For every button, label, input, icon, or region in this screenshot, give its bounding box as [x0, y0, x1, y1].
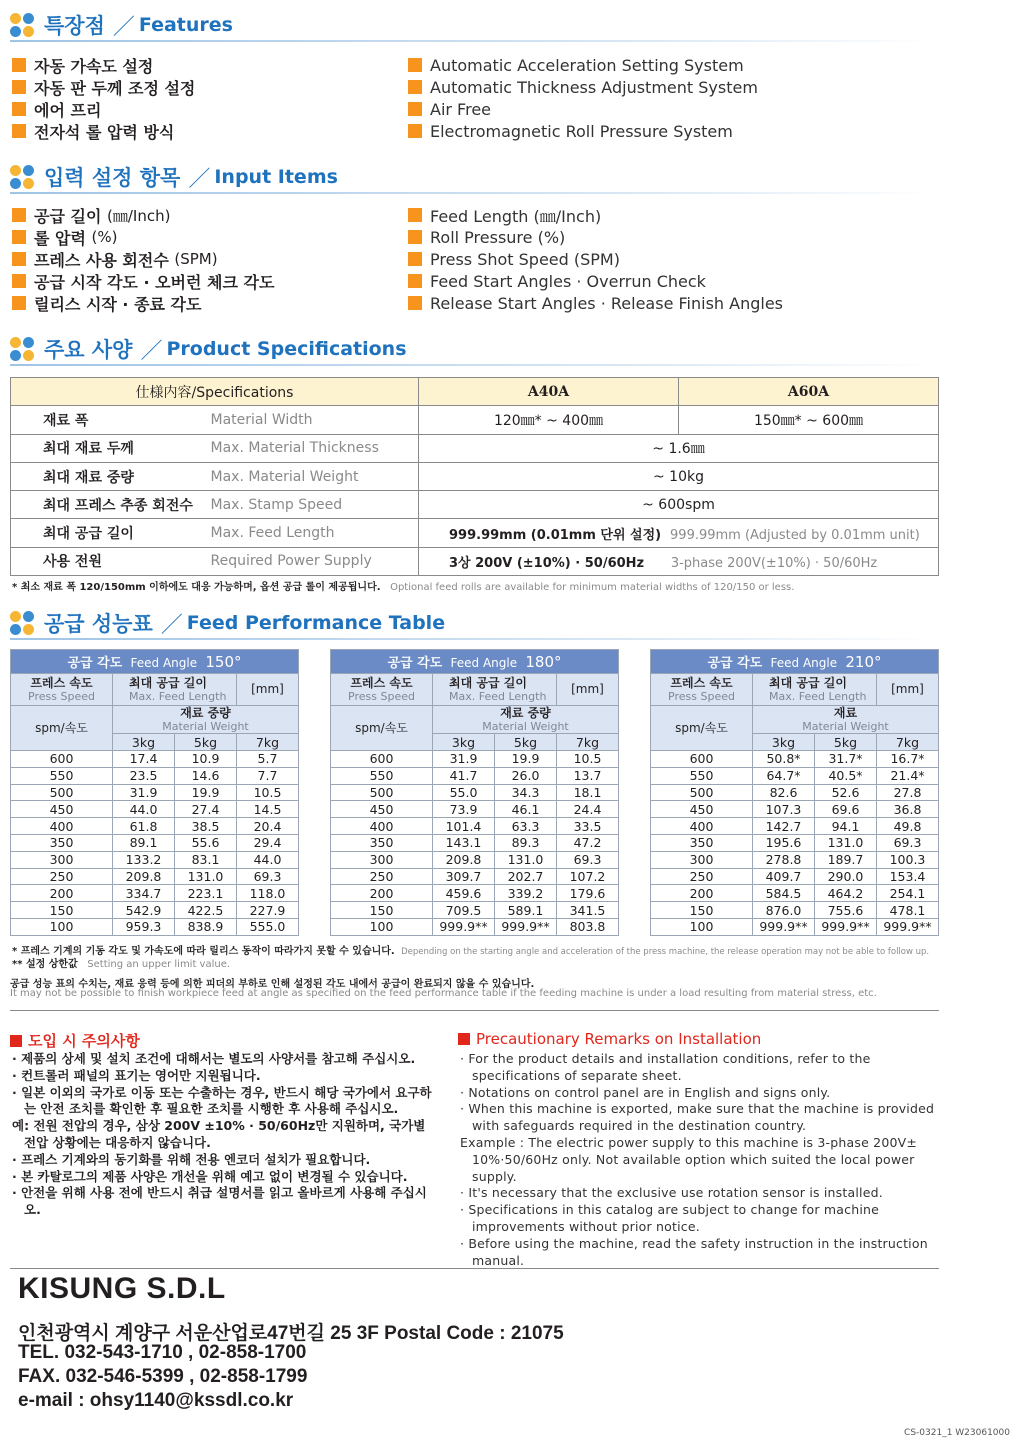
- spec-heading: 주요 사양 ／ Product Specifications: [10, 332, 940, 366]
- value-cell: 82.6: [753, 784, 815, 801]
- table-row: [11, 767, 299, 784]
- value-cell: 23.5: [113, 767, 175, 784]
- value-cell: 50.8*: [753, 751, 815, 768]
- speed-cell: 150: [11, 902, 113, 919]
- speed-cell: 300: [11, 851, 113, 868]
- material-weight-header: 재료 중량 Material Weight: [113, 706, 299, 734]
- value-cell: 69.3: [877, 834, 939, 851]
- value-cell: 69.6: [815, 801, 877, 818]
- list-item: · When this machine is exported, make sure that the machine is provided with safeguards required in the destination country.: [460, 1101, 935, 1134]
- precaution-en-list: [460, 1051, 940, 1269]
- table-row: [651, 767, 939, 784]
- value-cell: 27.4: [175, 801, 237, 818]
- speed-cell: 200: [331, 885, 433, 902]
- value-cell: 179.6: [557, 885, 619, 902]
- table-row: [11, 885, 299, 902]
- weight-col-header: 3kg: [753, 734, 815, 751]
- speed-cell: 300: [331, 851, 433, 868]
- value-cell: 14.6: [175, 767, 237, 784]
- speed-cell: 250: [651, 868, 753, 885]
- table-row: [651, 885, 939, 902]
- speed-cell: 250: [331, 868, 433, 885]
- value-cell: 49.8: [877, 818, 939, 835]
- value-cell: 52.6: [815, 784, 877, 801]
- features-en-list: [408, 54, 758, 142]
- features-heading: 특장점 ／ Features: [10, 8, 940, 42]
- speed-cell: 300: [651, 851, 753, 868]
- value-cell: 55.6: [175, 834, 237, 851]
- precaution-title-ko: 도입 시 주의사항: [10, 1030, 140, 1051]
- list-item: · Notations on control panel are in English and signs only.: [460, 1084, 831, 1100]
- value-cell: 83.1: [175, 851, 237, 868]
- feed-angle-header: 공급 각도 Feed Angle 210°: [651, 650, 939, 674]
- feed-note-2: ** 설정 상한값 Setting an upper limit value.: [12, 959, 231, 970]
- features-ko-list: [12, 54, 195, 142]
- list-item: · 컨트롤러 패널의 표기는 영어만 지원됩니다.: [12, 1067, 261, 1083]
- value-cell: 131.0: [175, 868, 237, 885]
- value-cell: 13.7: [557, 767, 619, 784]
- list-item: · 프레스 기계와의 동기화를 위해 전용 엔코더 설치가 필요합니다.: [12, 1151, 371, 1167]
- value-cell: 24.4: [557, 801, 619, 818]
- value-cell: 34.3: [495, 784, 557, 801]
- speed-cell: 500: [651, 784, 753, 801]
- value-cell: 44.0: [237, 851, 299, 868]
- value-cell: 89.1: [113, 834, 175, 851]
- speed-cell: 600: [11, 751, 113, 768]
- feed-angle-header: 공급 각도 Feed Angle 150°: [11, 650, 299, 674]
- list-item: Feed Length (㎜/Inch): [408, 204, 783, 226]
- speed-cell: 350: [331, 834, 433, 851]
- value-cell: 131.0: [815, 834, 877, 851]
- feed-heading: 공급 성능표 ／ Feed Performance Table: [10, 606, 940, 640]
- company-name: KISUNG S.D.L: [18, 1272, 226, 1305]
- value-cell: 254.1: [877, 885, 939, 902]
- table-row: [651, 784, 939, 801]
- speed-cell: 350: [651, 834, 753, 851]
- table-row: 재료 폭 Material Width 120㎜* ~ 400㎜ 150㎜* ~ 600㎜: [11, 406, 939, 434]
- table-row: [651, 751, 939, 768]
- company-tel: TEL. 032-543-1710 , 02-858-1700: [18, 1342, 307, 1363]
- table-row: [11, 784, 299, 801]
- list-item: · 일본 이외의 국가로 이동 또는 수출하는 경우, 반드시 해당 국가에서 요구하는 안전 조치를 확인한 후 필요한 조치를 시행한 후 사용해 주십시오.: [12, 1084, 432, 1117]
- table-row: [11, 834, 299, 851]
- spec-header-a60a: A60A: [679, 378, 939, 406]
- table-row: [11, 801, 299, 818]
- speed-cell: 550: [331, 767, 433, 784]
- divider: [10, 1268, 939, 1269]
- value-cell: 838.9: [175, 918, 237, 935]
- value-cell: 153.4: [877, 868, 939, 885]
- table-row: [331, 851, 619, 868]
- value-cell: 999.9**: [753, 918, 815, 935]
- table-row: [11, 851, 299, 868]
- value-cell: 94.1: [815, 818, 877, 835]
- weight-col-header: 7kg: [877, 734, 939, 751]
- list-item: 공급 길이 (㎜/Inch): [12, 204, 274, 226]
- value-cell: 107.3: [753, 801, 815, 818]
- value-cell: 202.7: [495, 868, 557, 885]
- value-cell: 309.7: [433, 868, 495, 885]
- company-address: 인천광역시 계양구 서운산업로47번길 25 3F Postal Code : 21075: [18, 1323, 564, 1344]
- table-row: [651, 818, 939, 835]
- spm-label: spm/속도: [651, 706, 753, 751]
- speed-cell: 200: [11, 885, 113, 902]
- list-item: Automatic Thickness Adjustment System: [408, 76, 758, 98]
- value-cell: 999.9**: [815, 918, 877, 935]
- table-row: 최대 공급 길이 Max. Feed Length 999.99mm (0.01mm 단위 설정) 999.99mm (Adjusted by 0.01mm unit): [11, 519, 939, 547]
- value-cell: 555.0: [237, 918, 299, 935]
- table-row: 사용 전원 Required Power Supply 3상 200V (±10%) · 50/60Hz 3-phase 200V(±10%) · 50/60Hz: [11, 547, 939, 575]
- value-cell: 31.9: [113, 784, 175, 801]
- value-cell: 69.3: [237, 868, 299, 885]
- value-cell: 278.8: [753, 851, 815, 868]
- table-row: [651, 918, 939, 935]
- value-cell: 31.9: [433, 751, 495, 768]
- spec-header-a40a: A40A: [419, 378, 679, 406]
- list-item: 자동 가속도 설정: [12, 54, 195, 76]
- table-row: [331, 918, 619, 935]
- table-row: [331, 818, 619, 835]
- speed-cell: 100: [11, 918, 113, 935]
- value-cell: 40.5*: [815, 767, 877, 784]
- value-cell: 17.4: [113, 751, 175, 768]
- list-item: Roll Pressure (%): [408, 226, 783, 248]
- list-item: · For the product details and installation conditions, refer to the specifications of separate sheet.: [460, 1051, 871, 1083]
- spec-note: * 최소 재료 폭 120/150mm 이하에도 대응 가능하며, 옵션 공급 롤이 제공됩니다. Optional feed rolls are available for minimum material widths of 120/150 or less.: [12, 582, 795, 593]
- value-cell: 10.9: [175, 751, 237, 768]
- value-cell: 133.2: [113, 851, 175, 868]
- dots-icon: [10, 336, 36, 362]
- value-cell: 478.1: [877, 902, 939, 919]
- press-speed-header: 프레스 속도 Press Speed: [331, 674, 433, 706]
- value-cell: 464.2: [815, 885, 877, 902]
- value-cell: 227.9: [237, 902, 299, 919]
- value-cell: 38.5: [175, 818, 237, 835]
- value-cell: 341.5: [557, 902, 619, 919]
- speed-cell: 100: [651, 918, 753, 935]
- speed-cell: 450: [651, 801, 753, 818]
- list-item: 자동 판 두께 조정 설정: [12, 76, 195, 98]
- table-row: [331, 784, 619, 801]
- list-item: Electromagnetic Roll Pressure System: [408, 120, 758, 142]
- value-cell: 959.3: [113, 918, 175, 935]
- value-cell: 118.0: [237, 885, 299, 902]
- press-speed-header: 프레스 속도 Press Speed: [651, 674, 753, 706]
- speed-cell: 400: [331, 818, 433, 835]
- weight-col-header: 5kg: [495, 734, 557, 751]
- unit-label: [mm]: [877, 674, 939, 706]
- feed-length-header: 최대 공급 길이 Max. Feed Length: [753, 674, 877, 706]
- value-cell: 755.6: [815, 902, 877, 919]
- value-cell: 64.7*: [753, 767, 815, 784]
- value-cell: 10.5: [237, 784, 299, 801]
- value-cell: 5.7: [237, 751, 299, 768]
- speed-cell: 550: [11, 767, 113, 784]
- value-cell: 999.9**: [495, 918, 557, 935]
- value-cell: 27.8: [877, 784, 939, 801]
- feed-length-header: 최대 공급 길이 Max. Feed Length: [433, 674, 557, 706]
- company-fax: FAX. 032-546-5399 , 02-858-1799: [18, 1366, 308, 1387]
- value-cell: 18.1: [557, 784, 619, 801]
- weight-col-header: 5kg: [815, 734, 877, 751]
- table-row: [11, 818, 299, 835]
- material-weight-header: 재료 중량 Material Weight: [433, 706, 619, 734]
- value-cell: 290.0: [815, 868, 877, 885]
- weight-col-header: 7kg: [557, 734, 619, 751]
- value-cell: 73.9: [433, 801, 495, 818]
- speed-cell: 550: [651, 767, 753, 784]
- input-en-list: [408, 204, 783, 314]
- list-item: 예: 전원 전압의 경우, 삼상 200V ±10% · 50/60Hz만 지원하며, 국가별 전압 상황에는 대응하지 않습니다.: [12, 1118, 426, 1150]
- speed-cell: 350: [11, 834, 113, 851]
- value-cell: 409.7: [753, 868, 815, 885]
- value-cell: 33.5: [557, 818, 619, 835]
- table-row: [331, 902, 619, 919]
- list-item: · It's necessary that the exclusive use rotation sensor is installed.: [460, 1185, 883, 1201]
- table-row: 최대 프레스 추종 회전수 Max. Stamp Speed ~ 600spm: [11, 491, 939, 519]
- speed-cell: 150: [331, 902, 433, 919]
- table-row: [651, 851, 939, 868]
- value-cell: 47.2: [557, 834, 619, 851]
- feed-table-2: [650, 649, 939, 936]
- value-cell: 29.4: [237, 834, 299, 851]
- value-cell: 422.5: [175, 902, 237, 919]
- list-item: · Before using the machine, read the safety instruction in the instruction manual.: [460, 1235, 928, 1268]
- table-row: [331, 834, 619, 851]
- list-item: · 안전을 위해 사용 전에 반드시 취급 설명서를 읽고 올바르게 사용해 주십시오.: [12, 1185, 427, 1218]
- precaution-title-en: Precautionary Remarks on Installation: [458, 1030, 761, 1048]
- value-cell: 999.9**: [433, 918, 495, 935]
- list-item: Example : The electric power supply to this machine is 3-phase 200V± 10%·50/60Hz only. Not available option which suited the local power supply.: [460, 1134, 918, 1184]
- speed-cell: 100: [331, 918, 433, 935]
- table-row: [11, 868, 299, 885]
- value-cell: 61.8: [113, 818, 175, 835]
- speed-cell: 450: [11, 801, 113, 818]
- value-cell: 100.3: [877, 851, 939, 868]
- value-cell: 36.8: [877, 801, 939, 818]
- speed-cell: 250: [11, 868, 113, 885]
- value-cell: 107.2: [557, 868, 619, 885]
- list-item: 롤 압력 (%): [12, 226, 274, 248]
- table-row: [11, 902, 299, 919]
- value-cell: 16.7*: [877, 751, 939, 768]
- list-item: Release Start Angles · Release Finish Angles: [408, 292, 783, 314]
- value-cell: 41.7: [433, 767, 495, 784]
- press-speed-header: 프레스 속도 Press Speed: [11, 674, 113, 706]
- speed-cell: 600: [331, 751, 433, 768]
- speed-cell: 600: [651, 751, 753, 768]
- value-cell: 339.2: [495, 885, 557, 902]
- value-cell: 10.5: [557, 751, 619, 768]
- input-items-heading: 입력 설정 항목 ／ Input Items: [10, 160, 940, 194]
- value-cell: 209.8: [433, 851, 495, 868]
- table-row: [651, 834, 939, 851]
- value-cell: 20.4: [237, 818, 299, 835]
- value-cell: 46.1: [495, 801, 557, 818]
- value-cell: 31.7*: [815, 751, 877, 768]
- company-email[interactable]: e-mail : ohsy1140@kssdl.co.kr: [18, 1390, 294, 1411]
- table-row: [651, 868, 939, 885]
- value-cell: 195.6: [753, 834, 815, 851]
- value-cell: 209.8: [113, 868, 175, 885]
- table-row: [651, 801, 939, 818]
- spec-header: 仕様内容/Specifications: [11, 378, 419, 406]
- value-cell: 876.0: [753, 902, 815, 919]
- value-cell: 709.5: [433, 902, 495, 919]
- input-ko-list: [12, 204, 274, 314]
- value-cell: 803.8: [557, 918, 619, 935]
- list-item: 공급 시작 각도 · 오버런 체크 각도: [12, 270, 274, 292]
- value-cell: 21.4*: [877, 767, 939, 784]
- value-cell: 69.3: [557, 851, 619, 868]
- value-cell: 19.9: [495, 751, 557, 768]
- value-cell: 589.1: [495, 902, 557, 919]
- list-item: 에어 프리: [12, 98, 195, 120]
- dots-icon: [10, 610, 36, 636]
- feed-length-header: 최대 공급 길이 Max. Feed Length: [113, 674, 237, 706]
- feed-table-1: [330, 649, 619, 936]
- spm-label: spm/속도: [331, 706, 433, 751]
- weight-col-header: 3kg: [433, 734, 495, 751]
- value-cell: 189.7: [815, 851, 877, 868]
- list-item: · 제품의 상세 및 설치 조건에 대해서는 별도의 사양서를 참고해 주십시오.: [12, 1051, 416, 1066]
- spm-label: spm/속도: [11, 706, 113, 751]
- speed-cell: 400: [11, 818, 113, 835]
- value-cell: 14.5: [237, 801, 299, 818]
- value-cell: 334.7: [113, 885, 175, 902]
- document-number: CS-0321_1 W23061000: [904, 1428, 1010, 1438]
- weight-col-header: 3kg: [113, 734, 175, 751]
- speed-cell: 500: [331, 784, 433, 801]
- speed-cell: 450: [331, 801, 433, 818]
- material-weight-header: 재료 Material Weight: [753, 706, 939, 734]
- unit-label: [mm]: [237, 674, 299, 706]
- list-item: 전자석 롤 압력 방식: [12, 120, 195, 142]
- speed-cell: 400: [651, 818, 753, 835]
- value-cell: 63.3: [495, 818, 557, 835]
- unit-label: [mm]: [557, 674, 619, 706]
- table-row: [11, 918, 299, 935]
- value-cell: 459.6: [433, 885, 495, 902]
- value-cell: 584.5: [753, 885, 815, 902]
- value-cell: 55.0: [433, 784, 495, 801]
- table-row: [331, 767, 619, 784]
- value-cell: 143.1: [433, 834, 495, 851]
- value-cell: 26.0: [495, 767, 557, 784]
- table-row: [331, 751, 619, 768]
- speed-cell: 500: [11, 784, 113, 801]
- list-item: Press Shot Speed (SPM): [408, 248, 783, 270]
- feed-table-0: [10, 649, 299, 936]
- list-item: 프레스 사용 회전수 (SPM): [12, 248, 274, 270]
- table-row: [331, 801, 619, 818]
- value-cell: 142.7: [753, 818, 815, 835]
- value-cell: 19.9: [175, 784, 237, 801]
- list-item: · 본 카탈로그의 제품 사양은 개선을 위해 예고 없이 변경될 수 있습니다.: [12, 1168, 408, 1184]
- feed-note-3: 공급 성능 표의 수치는, 재료 응력 등에 의한 피더의 부하로 인해 설정된 각도 내에서 공급이 완료되지 않을 수 있습니다.: [10, 979, 535, 990]
- value-cell: 223.1: [175, 885, 237, 902]
- weight-col-header: 5kg: [175, 734, 237, 751]
- value-cell: 542.9: [113, 902, 175, 919]
- list-item: 릴리스 시작 · 종료 각도: [12, 292, 274, 314]
- value-cell: 999.9**: [877, 918, 939, 935]
- feed-note-1: * 프레스 기계의 기동 각도 및 가속도에 따라 릴리스 동작이 따라가지 못할 수 있습니다. Depending on the starting angle and acceleration of the press machine, the release operation may not be able to follow up.: [12, 946, 930, 957]
- table-row: [331, 885, 619, 902]
- value-cell: 44.0: [113, 801, 175, 818]
- speed-cell: 150: [651, 902, 753, 919]
- list-item: Air Free: [408, 98, 758, 120]
- dots-icon: [10, 164, 36, 190]
- precaution-ko-list: [12, 1051, 440, 1219]
- list-item: Automatic Acceleration Setting System: [408, 54, 758, 76]
- list-item: · Specifications in this catalog are subject to change for machine improvements without prior notice.: [460, 1202, 880, 1234]
- value-cell: 101.4: [433, 818, 495, 835]
- weight-col-header: 7kg: [237, 734, 299, 751]
- speed-cell: 200: [651, 885, 753, 902]
- list-item: Feed Start Angles · Overrun Check: [408, 270, 783, 292]
- feed-note-3-en: It may not be possible to finish workpiece feed at angle as specified on the feed performance table if the feeding machine is under a load resulting from material stress, etc.: [10, 988, 877, 999]
- value-cell: 89.3: [495, 834, 557, 851]
- table-row: [651, 902, 939, 919]
- dots-icon: [10, 12, 36, 38]
- table-row: 최대 재료 중량 Max. Material Weight ~ 10kg: [11, 462, 939, 490]
- feed-angle-header: 공급 각도 Feed Angle 180°: [331, 650, 619, 674]
- table-row: [331, 868, 619, 885]
- table-row: 최대 재료 두께 Max. Material Thickness ~ 1.6㎜: [11, 434, 939, 462]
- value-cell: 7.7: [237, 767, 299, 784]
- table-row: [11, 751, 299, 768]
- value-cell: 131.0: [495, 851, 557, 868]
- spec-table: [10, 377, 939, 576]
- divider: [10, 1010, 939, 1011]
